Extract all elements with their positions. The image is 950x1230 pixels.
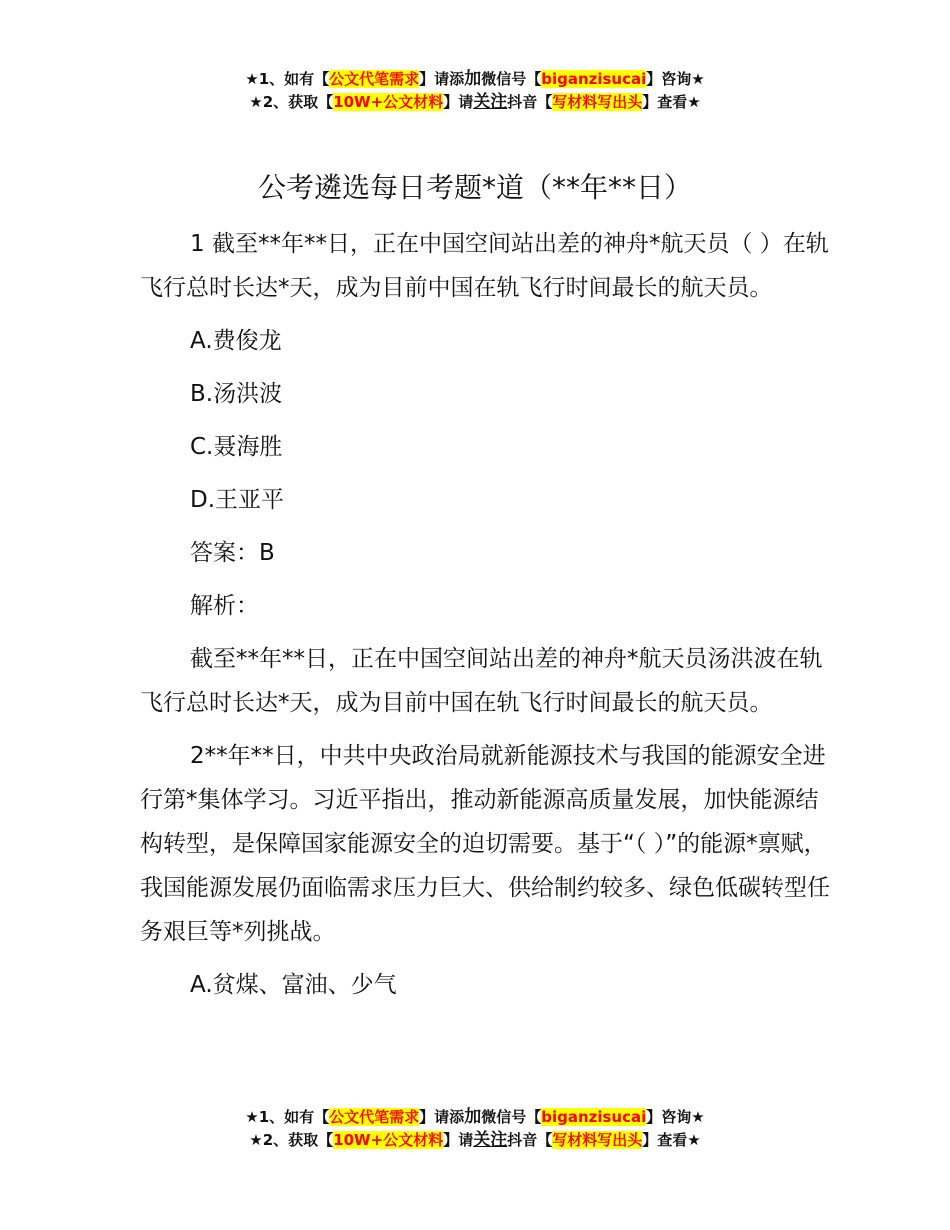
banner-text: 微信号【	[481, 1108, 542, 1126]
highlight-materials: 10W+公文材料	[333, 93, 444, 111]
analysis-label: 解析：	[190, 593, 259, 619]
banner-text: ★1、如有【	[245, 1108, 330, 1126]
highlight-service: 公文代笔需求	[329, 70, 420, 88]
banner-text: 抖音【	[507, 1131, 553, 1149]
banner-text: 】咨询★	[646, 70, 705, 88]
highlight-wechat-id: biganzisucai	[541, 70, 647, 88]
banner-text: ★2、获取【	[249, 1131, 334, 1149]
highlight-douyin-id: 写材料写出头	[552, 1131, 643, 1149]
option-c: C.聂海胜	[190, 434, 283, 460]
highlight-wechat-id: biganzisucai	[541, 1108, 647, 1126]
banner-text: 加	[464, 69, 482, 89]
answer: 答案：B	[190, 540, 275, 566]
banner-text: ★2、获取【	[249, 93, 334, 111]
banner-text: 】查看★	[642, 1131, 701, 1149]
banner-text: 加	[464, 1107, 482, 1127]
banner-text: 关注	[473, 1130, 508, 1150]
banner-line-1	[0, 68, 950, 91]
option-d: D.王亚平	[190, 487, 285, 513]
banner-text: 】请添	[419, 70, 465, 88]
banner-line-2	[0, 1129, 950, 1152]
banner-text: 关注	[473, 92, 508, 112]
page-title: 公考遴选每日考题*道（**年**日）	[257, 171, 692, 204]
option-a: A.费俊龙	[190, 328, 282, 354]
banner-text: 】请	[443, 93, 474, 111]
question-2-stem: 2**年**日，中共中央政治局就新能源技术与我国的能源安全进行第*集体学习。习近平指出，推动新能源高质量发展，加快能源结构转型，是保障国家能源安全的迫切需要。基于“（ ）”的能源*禀赋，我国能源发展仍面临需求压力巨大、供给制约较多、绿色低碳转型任务艰巨等*列挑战。	[140, 743, 830, 945]
banner-line-2	[0, 91, 950, 114]
question-1-stem: 1 截至**年**日，正在中国空间站出差的神舟*航天员（ ）在轨飞行总时长达*天，成为目前中国在轨飞行时间最长的航天员。	[140, 231, 829, 301]
banner-text: 】咨询★	[646, 1108, 705, 1126]
banner-text: 】请添	[419, 1108, 465, 1126]
banner-text: ★1、如有【	[245, 70, 330, 88]
highlight-service: 公文代笔需求	[329, 1108, 420, 1126]
document-body	[140, 222, 830, 1016]
banner-text: 微信号【	[481, 70, 542, 88]
footer-banner	[0, 1106, 950, 1152]
banner-text: 】查看★	[642, 93, 701, 111]
banner-line-1	[0, 1106, 950, 1129]
highlight-douyin-id: 写材料写出头	[552, 93, 643, 111]
header-banner	[0, 68, 950, 114]
banner-text: 】请	[443, 1131, 474, 1149]
banner-text: 抖音【	[507, 93, 553, 111]
highlight-materials: 10W+公文材料	[333, 1131, 444, 1149]
option-a: A.贫煤、富油、少气	[190, 972, 397, 998]
option-b: B.汤洪波	[190, 381, 283, 407]
analysis-text: 截至**年**日，正在中国空间站出差的神舟*航天员汤洪波在轨飞行总时长达*天，成为目前中国在轨飞行时间最长的航天员。	[140, 646, 823, 716]
